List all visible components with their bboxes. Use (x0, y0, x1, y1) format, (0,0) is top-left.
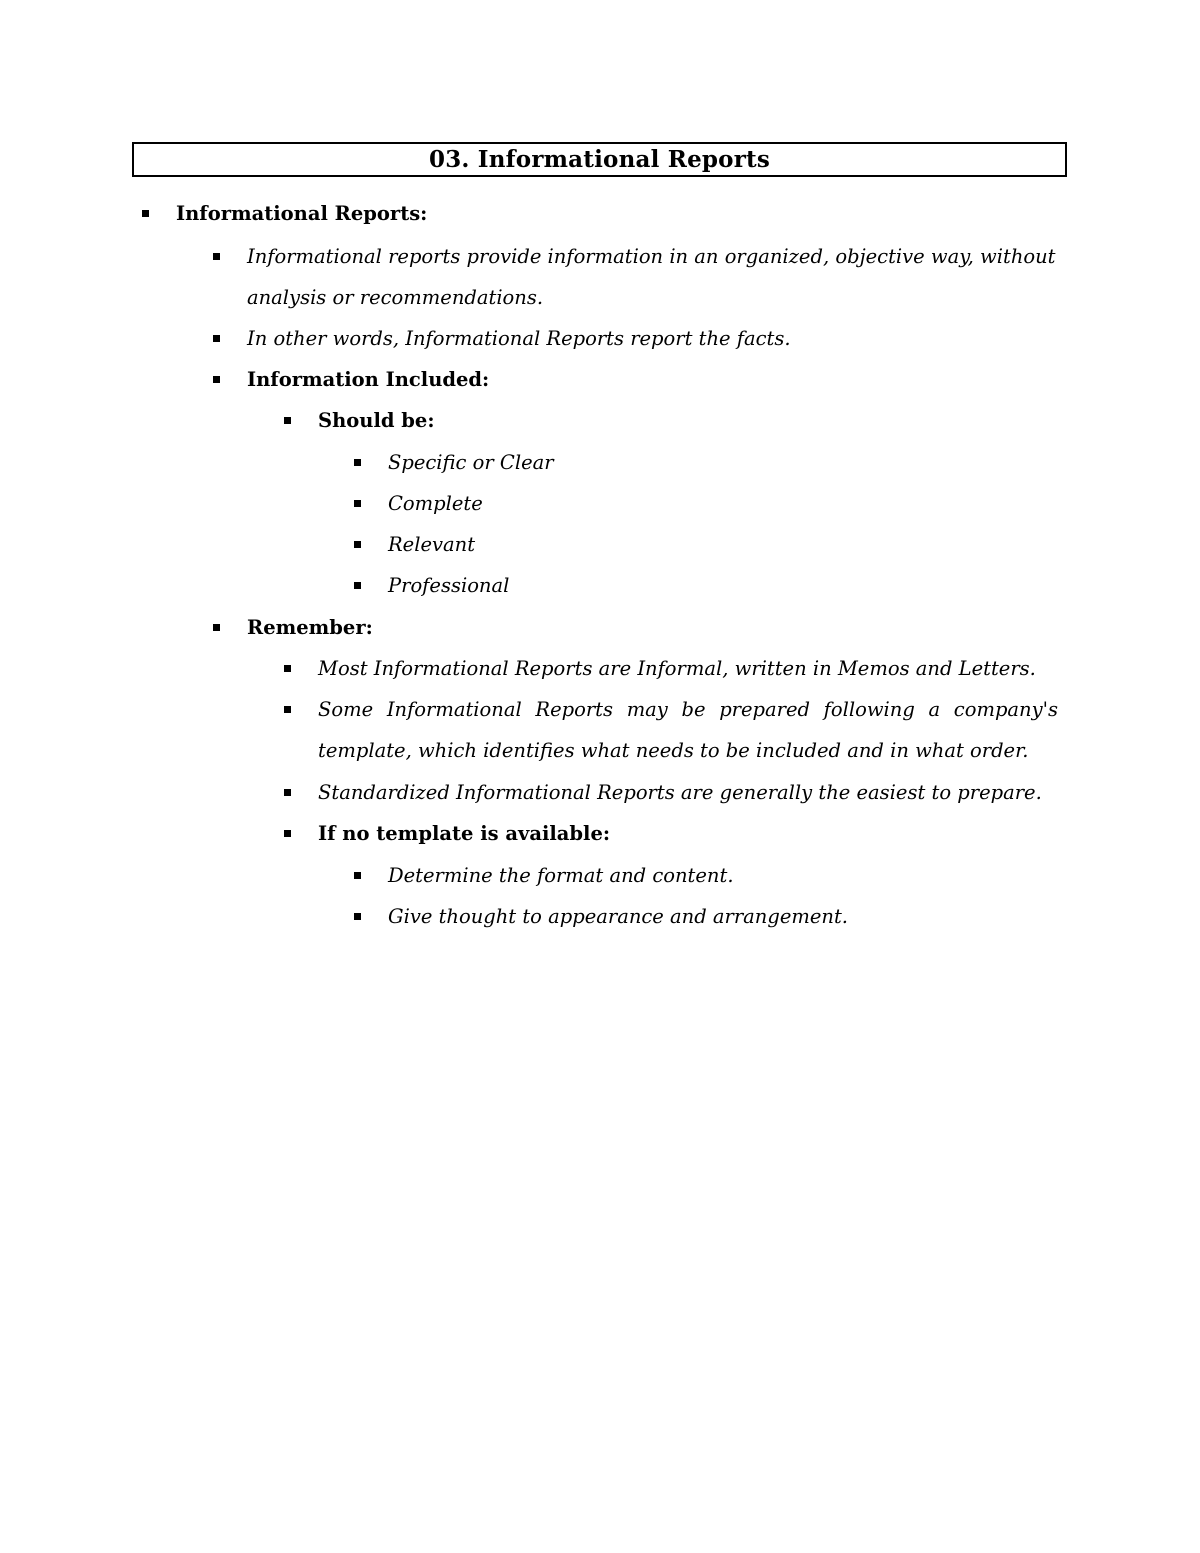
bullet-square-icon (354, 872, 361, 879)
word: prepared (719, 698, 810, 721)
intro-text-line-1: Informational reports provide information in an organized, objective way, without (247, 245, 1056, 268)
intro-line-1 (247, 236, 1059, 277)
info-included-heading: Information Included: (247, 368, 490, 391)
no-template-heading: If no template is available: (318, 822, 611, 845)
bullet-square-icon (213, 624, 220, 631)
remember-item-3: Standardized Informational Reports are generally the easiest to prepare. (318, 781, 1042, 804)
bullet-square-icon (284, 665, 291, 672)
bullet-square-icon (284, 417, 291, 424)
word: Reports (535, 698, 614, 721)
should-be-item: Complete (388, 492, 483, 515)
should-be-item: Relevant (388, 533, 476, 556)
should-be-heading: Should be: (318, 409, 435, 432)
word: following (823, 698, 915, 721)
bullet-square-icon (142, 210, 149, 217)
bullet-square-icon (213, 376, 220, 383)
remember-item-2-line-2: template, which identifies what needs to be included and in what order. (318, 739, 1029, 762)
should-be-item: Specific or Clear (388, 451, 554, 474)
bullet-square-icon (354, 913, 361, 920)
remember-item-1: Most Informational Reports are Informal, written in Memos and Letters. (318, 657, 1036, 680)
bullet-square-icon (354, 459, 361, 466)
bullet-square-icon (284, 789, 291, 796)
remember-item-2-line-1 (318, 689, 1058, 730)
page-title: 03. Informational Reports (428, 146, 771, 173)
section-heading: Informational Reports: (176, 202, 428, 225)
word: Some (318, 698, 374, 721)
word: may (626, 698, 668, 721)
word: be (681, 698, 706, 721)
bullet-square-icon (213, 335, 220, 342)
no-template-item: Give thought to appearance and arrangement. (388, 905, 849, 928)
word: a (928, 698, 941, 721)
intro-line-2: analysis or recommendations. (247, 286, 544, 309)
in-other-words-text: In other words, Informational Reports report the facts. (247, 327, 791, 350)
word: Informational (386, 698, 522, 721)
bullet-square-icon (284, 706, 291, 713)
remember-heading: Remember: (247, 616, 373, 639)
word: company's (953, 698, 1058, 721)
bullet-square-icon (354, 500, 361, 507)
bullet-square-icon (284, 830, 291, 837)
no-template-item: Determine the format and content. (388, 864, 734, 887)
title-box (132, 142, 1067, 177)
bullet-square-icon (354, 582, 361, 589)
bullet-square-icon (354, 541, 361, 548)
should-be-item: Professional (388, 574, 510, 597)
bullet-square-icon (213, 253, 220, 260)
